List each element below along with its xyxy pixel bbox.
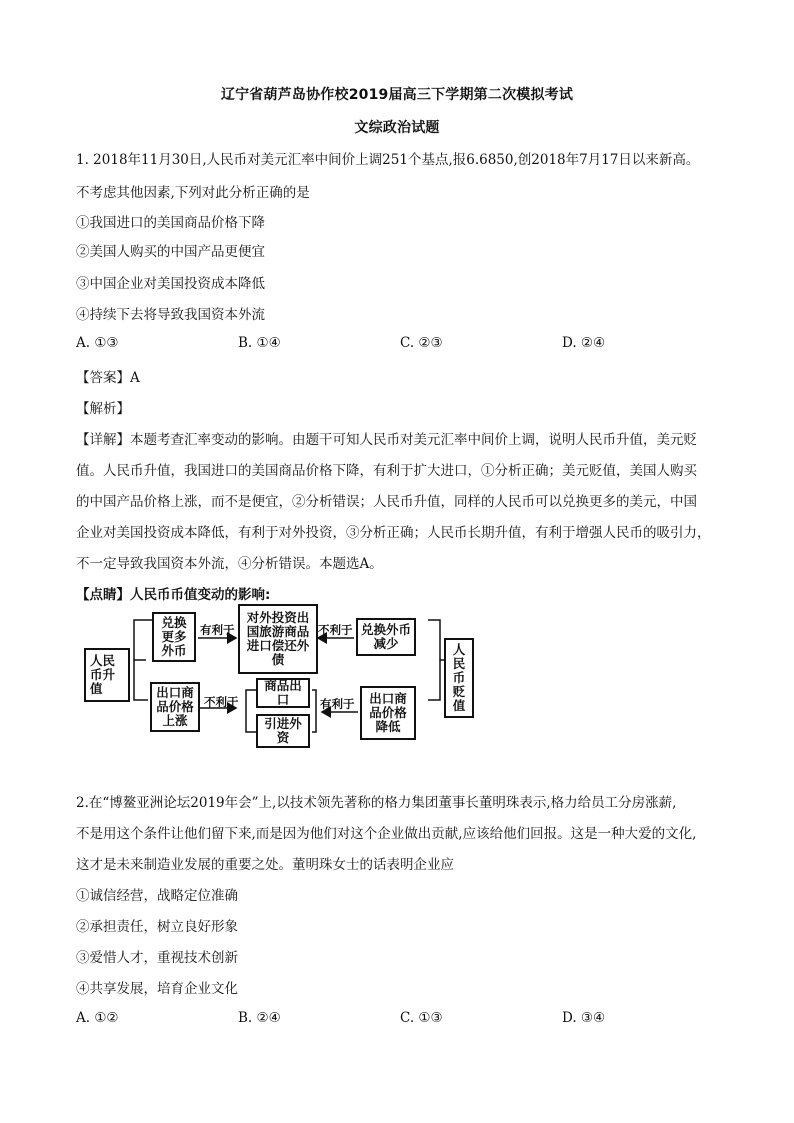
q1-item-2: ②美国人购买的中国产品更便宜 (76, 244, 265, 260)
q2-item-4: ④共享发展，培育企业文化 (76, 981, 238, 997)
attract-fdi-box: 引进外资 (256, 714, 310, 748)
q2-item-3: ③爱惜人才，重视技术创新 (76, 950, 238, 966)
document-subtitle: 文综政治试题 (354, 120, 440, 136)
q1-item-1: ①我国进口的美国商品价格下降 (76, 215, 265, 231)
export-price-up-box: 出口商品价格上涨 (150, 682, 200, 732)
goods-export-box: 商品出口 (256, 678, 310, 708)
label-unfavorable-top: 不利于 (318, 623, 353, 637)
q1-analysis-label: 【解析】 (76, 401, 130, 417)
document-title: 辽宁省葫芦岛协作校2019届高三下学期第二次模拟考试 (220, 87, 574, 103)
q2-option-a: A. ①② (76, 1010, 119, 1026)
q2-stem-line-1: 2.在“博鳌亚洲论坛2019年会”上,以技术领先著称的格力集团董事长董明珠表示,格力给员工分房涨薪, (76, 795, 677, 811)
q1-stem-line-1: 1. 2018年11月30日,人民币对美元汇率中间价上调251个基点,报6.6850,创2018年7月17日以来新高。 (76, 152, 700, 168)
q1-detail-line-3: 的中国产品价格上涨，而不是便宜，②分析错误；人民币升值，同样的人民币可以兑换更多的美元，中国 (76, 494, 697, 510)
q1-answer: 【答案】A (76, 370, 140, 386)
q1-detail-line-5: 不一定导致我国资本外流，④分析错误。本题选A。 (76, 556, 383, 572)
label-favorable-top: 有利于 (200, 623, 235, 637)
q2-item-2: ②承担责任，树立良好形象 (76, 919, 238, 935)
depreciation-box: 人民币贬值 (444, 638, 474, 718)
outflow-activities-box: 对外投资出国旅游商品进口偿还外债 (238, 604, 318, 674)
q1-tip: 【点睛】人民币币值变动的影响: (76, 587, 271, 603)
q1-detail-line-2: 值。人民币升值，我国进口的美国商品价格下降，有利于扩大进口，①分析正确；美元贬值，美国人购买 (76, 463, 697, 479)
q1-option-c: C. ②③ (400, 335, 443, 351)
q1-option-b: B. ①④ (238, 335, 281, 351)
q1-detail-line-4: 企业对美国投资成本降低，有利于对外投资，③分析正确；人民币长期升值，有利于增强人民币的吸引力， (76, 525, 711, 541)
label-favorable-bottom: 有利于 (320, 697, 355, 711)
currency-effect-diagram (76, 600, 496, 750)
q2-stem-line-2: 不是用这个条件让他们留下来,而是因为他们对这个企业做出贡献,应该给他们回报。这是一种大爱的文化, (76, 826, 697, 842)
more-foreign-currency-box: 兑换更多外币 (152, 612, 196, 662)
less-foreign-currency-box: 兑换外币减少 (356, 618, 416, 656)
q2-option-d: D. ③④ (562, 1010, 606, 1026)
q2-option-c: C. ①③ (400, 1010, 443, 1026)
appreciation-box: 人民币升值 (84, 648, 130, 702)
export-price-down-box: 出口商品价格降低 (360, 686, 416, 740)
label-unfavorable-bottom: 不利于 (204, 695, 239, 709)
q1-option-d: D. ②④ (562, 335, 606, 351)
q1-stem-line-2: 不考虑其他因素,下列对此分析正确的是 (76, 185, 310, 201)
q1-item-4: ④持续下去将导致我国资本外流 (76, 307, 265, 323)
q1-item-3: ③中国企业对美国投资成本降低 (76, 276, 265, 292)
q1-option-a: A. ①③ (76, 335, 119, 351)
q2-stem-line-3: 这才是未来制造业发展的重要之处。董明珠女士的话表明企业应 (76, 857, 454, 873)
q2-item-1: ①诚信经营，战略定位准确 (76, 888, 238, 904)
q1-detail-line-1: 【详解】本题考查汇率变动的影响。由题干可知人民币对美元汇率中间价上调，说明人民币升值，美元贬 (76, 432, 697, 448)
q2-option-b: B. ②④ (238, 1010, 281, 1026)
